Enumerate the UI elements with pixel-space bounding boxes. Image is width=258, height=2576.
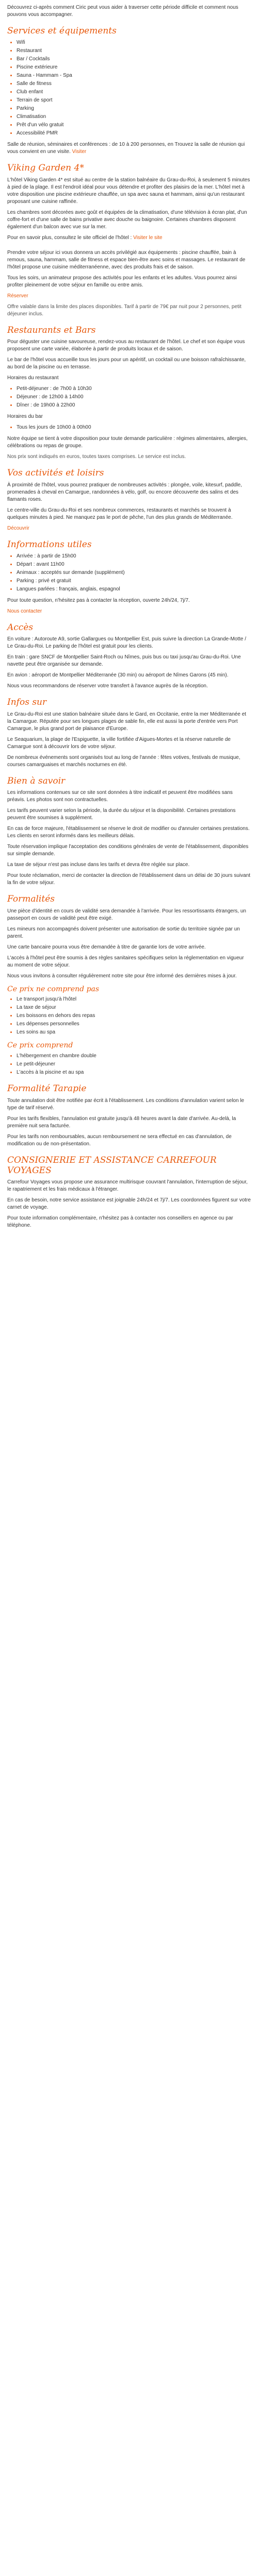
- paragraph: Les mineurs non accompagnés doivent présenter une autorisation de sortie du territoire signée par un parent.: [7, 926, 240, 939]
- list-item: • Salle de fitness: [17, 80, 251, 88]
- paragraph: À proximité de l'hôtel, vous pourrez pratiquer de nombreuses activités : plongée, voile, kitesurf, paddle, promenades à cheval en Camargue, randonnées à vélo, golf, ou encore découverte des salins et des flamants roses.: [7, 482, 242, 502]
- list-item: • L'accès à la piscine et au spa: [17, 1069, 251, 1076]
- price-excluded-list: [7, 996, 251, 1036]
- paragraph: En train : gare SNCF de Montpellier Saint-Roch ou Nîmes, puis bus ou taxi jusqu'au Grau-du-Roi. Une navette peut être organisée sur demande.: [7, 654, 241, 668]
- paragraph: L'accès à l'hôtel peut être soumis à des règles sanitaires spécifiques selon la réglementation en vigueur au moment de votre séjour.: [7, 955, 244, 968]
- formalites-title: Formalités: [7, 894, 55, 905]
- list-item: • Les dépenses personnelles: [17, 1021, 251, 1028]
- paragraph: Pour toute question, n'hésitez pas à contacter la réception, ouverte 24h/24, 7j/7.: [7, 597, 190, 603]
- paragraph: Le Seaquarium, la plage de l'Espiguette, la ville fortifiée d'Aigues-Mortes et la réserve naturelle de Camargue sont à découvrir lors de votre séjour.: [7, 736, 231, 750]
- list-item: • Prêt d'un vélo gratuit: [17, 122, 251, 129]
- list-item: • Wifi: [17, 39, 251, 46]
- infos-list: [7, 553, 251, 593]
- infos-section: [7, 539, 251, 615]
- restaurants-title: Restaurants et Bars: [7, 325, 96, 335]
- restaurants-section: [7, 325, 251, 461]
- acces-title: Accès: [7, 622, 34, 633]
- services-list: [7, 39, 251, 137]
- page-content: [0, 0, 258, 1237]
- list-item: • Les soins au spa: [17, 1029, 251, 1036]
- paragraph: En avion : aéroport de Montpellier Méditerranée (30 min) ou aéroport de Nîmes Garons (45 min).: [7, 672, 229, 679]
- assistance-title: CONSIGNERIE ET ASSISTANCE CARREFOUR VOYAGES: [7, 1155, 217, 1176]
- list-item: • Le petit-déjeuner: [17, 1061, 251, 1068]
- hours-label: Horaires du restaurant: [7, 375, 59, 381]
- paragraph: Prendre votre séjour ici vous donnera un accès privilégié aux équipements : piscine chauffée, bain à remous, sauna, hammam, salle de fitness et espace bien-être avec soins et massages. Le restaurant de l'hôtel propose une cuisine méditerranéenne, avec des produits frais et de saison.: [7, 249, 246, 270]
- paragraph: [7, 525, 251, 532]
- list-item: • La taxe de séjour: [17, 1004, 251, 1011]
- list-item: • Terrain de sport: [17, 97, 251, 104]
- viking-title: Viking Garden 4*: [7, 163, 84, 174]
- paragraph: Pour les tarifs flexibles, l'annulation est gratuite jusqu'à 48 heures avant la date d'arrivée. Au-delà, la première nuit sera facturée.: [7, 1115, 236, 1129]
- list-item: • L'hébergement en chambre double: [17, 1053, 251, 1060]
- book-link[interactable]: Réserver: [7, 293, 28, 299]
- price-included-list: [7, 1053, 251, 1076]
- price-excluded-title: Ce prix ne comprend pas: [7, 985, 100, 993]
- list-item: • Accessibilité PMR: [17, 130, 251, 137]
- paragraph: L'hôtel Viking Garden 4* est situé au centre de la station balnéaire du Grau-du-Roi, à seulement 5 minutes à pied de la plage. Il est l'endroit idéal pour vous détendre et profiter des plaisirs de la mer. L'hôtel met à votre disposition une piscine extérieure chauffée, un spa avec sauna et hammam, ainsi qu'un restaurant proposant une cuisine raffinée.: [7, 177, 250, 205]
- price-excluded-section: [7, 985, 251, 1037]
- list-item: • Départ : avant 11h00: [17, 561, 251, 568]
- meeting-link[interactable]: Visiter: [72, 149, 87, 155]
- paragraph: Pour les tarifs non remboursables, aucun remboursement ne sera effectué en cas d'annulation, de modification ou de non-présentation.: [7, 1133, 232, 1147]
- intro-text: Découvrez ci-après comment Ciric peut vous aider à traverser cette période difficile et comment nous pouvons vous accompagner.: [7, 5, 238, 18]
- paragraph: Pour toute information complémentaire, n'hésitez pas à contacter nos conseillers en agence ou par téléphone.: [7, 1215, 233, 1229]
- list-item: • Climatisation: [17, 113, 251, 121]
- paragraph: Une pièce d'identité en cours de validité sera demandée à l'arrivée. Pour les ressortissants étrangers, un passeport en cours de validité peut être exigé.: [7, 908, 246, 921]
- paragraph: Nous vous recommandons de réserver votre transfert à l'avance auprès de la réception.: [7, 683, 208, 689]
- list-item: • Club enfant: [17, 89, 251, 96]
- contact-link[interactable]: Nous contacter: [7, 608, 42, 614]
- interest-title: Infos sur: [7, 697, 47, 708]
- price-included-title: Ce prix comprend: [7, 1041, 73, 1050]
- discover-link[interactable]: Découvrir: [7, 525, 29, 531]
- price-note: Nos prix sont indiqués en euros, toutes taxes comprises. Le service est inclus.: [7, 454, 186, 460]
- infos-title: Informations utiles: [7, 539, 92, 550]
- paragraph: Les tarifs peuvent varier selon la période, la durée du séjour et la disponibilité. Certaines prestations peuvent être soumises à supplément.: [7, 808, 236, 821]
- paragraph: [7, 608, 251, 615]
- formalites-section: [7, 894, 251, 979]
- paragraph: En cas de besoin, notre service assistance est joignable 24h/24 et 7j/7. Les coordonnées figurent sur votre carnet de voyage.: [7, 1197, 251, 1211]
- restaurant-hours-list: [7, 385, 251, 409]
- services-title: Services et équipements: [7, 26, 117, 36]
- paragraph: Une carte bancaire pourra vous être demandée à titre de garantie lors de votre arrivée.: [7, 944, 206, 950]
- list-item: • Tous les jours de 10h00 à 00h00: [17, 424, 251, 431]
- paragraph: Tous les soirs, un animateur propose des activités pour les enfants et les adultes. Vous pourrez ainsi profiter pleinement de votre séjour en famille ou entre amis.: [7, 275, 237, 288]
- paragraph: La taxe de séjour n'est pas incluse dans les tarifs et devra être réglée sur place.: [7, 862, 190, 868]
- assistance-section: [7, 1155, 251, 1230]
- list-item: • Parking: [17, 105, 251, 112]
- paragraph: Le bar de l'hôtel vous accueille tous les jours pour un apéritif, un cocktail ou une boisson rafraîchissante, au bord de la piscine ou en terrasse.: [7, 357, 246, 370]
- list-item: • Animaux : acceptés sur demande (supplément): [17, 569, 251, 577]
- bar-hours-list: [7, 424, 251, 431]
- paragraph: Les chambres sont décorées avec goût et équipées de la climatisation, d'une télévision à écran plat, d'un coffre-fort et d'une salle de bains privative avec douche ou baignoire. Certaines chambres disposent également d'un balcon avec vue sur la mer.: [7, 209, 247, 230]
- annulation-title: Formalité Tarapie: [7, 1083, 87, 1094]
- paragraph: De nombreux événements sont organisés tout au long de l'année : fêtes votives, festivals de musique, courses camarguaises et marchés nocturnes en été.: [7, 754, 240, 768]
- paragraph: Le Grau-du-Roi est une station balnéaire située dans le Gard, en Occitanie, entre la mer Méditerranée et la Camargue. Réputée pour ses longues plages de sable fin, elle est aussi la porte d'entrée vers Port Camargue, le plus grand port de plaisance d'Europe.: [7, 711, 247, 732]
- paragraph: Toute réservation implique l'acceptation des conditions générales de vente de l'établissement, disponibles sur simple demande.: [7, 844, 249, 857]
- list-item: • Déjeuner : de 12h00 à 14h00: [17, 394, 251, 401]
- loisirs-section: [7, 468, 251, 532]
- hotel-site-link[interactable]: Visiter le site: [133, 234, 163, 241]
- meeting-text: Salle de réunion, séminaires et conférences : de 10 à 200 personnes, en Trouvez la salle de réunion qui vous convient en une visite. Visiter: [7, 142, 245, 155]
- list-item: • Le transport jusqu'à l'hôtel: [17, 996, 251, 1003]
- list-item: • Parking : privé et gratuit: [17, 578, 251, 585]
- price-included-section: [7, 1041, 251, 1076]
- viking-section: [7, 163, 251, 317]
- loisirs-title: Vos activités et loisirs: [7, 468, 104, 479]
- bar-label: Horaires du bar: [7, 414, 43, 420]
- list-item: • Piscine extérieure: [17, 64, 251, 71]
- paragraph: [7, 293, 251, 300]
- list-item: • Langues parlées : français, anglais, espagnol: [17, 586, 251, 593]
- paragraph: Les informations contenues sur ce site sont données à titre indicatif et peuvent être modifiées sans préavis. Les photos sont non contractuelles.: [7, 790, 233, 803]
- acces-section: [7, 622, 251, 690]
- paragraph: Toute annulation doit être notifiée par écrit à l'établissement. Les conditions d'annulation varient selon le type de tarif réservé.: [7, 1097, 245, 1111]
- paragraph: En cas de force majeure, l'établissement se réserve le droit de modifier ou d'annuler certaines prestations. Les clients en seront informés dans les meilleurs délais.: [7, 826, 250, 839]
- list-item: • Sauna - Hammam - Spa: [17, 72, 251, 79]
- list-item: • Petit-déjeuner : de 7h00 à 10h30: [17, 385, 251, 393]
- paragraph: Le centre-ville du Grau-du-Roi et ses nombreux commerces, restaurants et marchés se trouvent à quelques minutes à pied. Ne manquez pas le port de pêche, l'un des plus grands de Méditerranée.: [7, 507, 233, 520]
- paragraph: Pour toute réclamation, merci de contacter la direction de l'établissement dans un délai de 30 jours suivant la fin de votre séjour.: [7, 873, 251, 886]
- paragraph: Pour en savoir plus, consultez le site officiel de l'hôtel : Visiter le site: [7, 234, 163, 241]
- annulation-section: [7, 1083, 251, 1147]
- list-item: • Les boissons en dehors des repas: [17, 1012, 251, 1020]
- paragraph: En voiture : Autoroute A9, sortie Gallargues ou Montpellier Est, puis suivre la direction La Grande-Motte / Le Grau-du-Roi. Le parking de l'hôtel est gratuit pour les clients.: [7, 636, 247, 650]
- list-item: • Bar / Cocktails: [17, 56, 251, 63]
- paragraph: Carrefour Voyages vous propose une assurance multirisque couvrant l'annulation, l'interruption de séjour, le rapatriement et les frais médicaux à l'étranger.: [7, 1179, 248, 1193]
- offer-note: Offre valable dans la limite des places disponibles. Tarif à partir de 79€ par nuit pour 2 personnes, petit déjeuner inclus.: [7, 303, 241, 317]
- interest-section: [7, 697, 251, 768]
- bien-savoir-section: [7, 776, 251, 887]
- services-section: [7, 26, 251, 156]
- paragraph: Notre équipe se tient à votre disposition pour toute demande particulière : régimes alimentaires, allergies, célébrations ou repas de groupe.: [7, 436, 248, 449]
- list-item: • Dîner : de 19h00 à 22h00: [17, 402, 251, 409]
- list-item: • Arrivée : à partir de 15h00: [17, 553, 251, 560]
- paragraph: Nous vous invitons à consulter régulièrement notre site pour être informé des dernières mises à jour.: [7, 973, 237, 979]
- bien-savoir-title: Bien à savoir: [7, 775, 66, 786]
- list-item: • Restaurant: [17, 47, 251, 55]
- paragraph: Pour déguster une cuisine savoureuse, rendez-vous au restaurant de l'hôtel. Le chef et son équipe vous proposent une carte variée, élaborée à partir de produits locaux et de saison.: [7, 339, 245, 352]
